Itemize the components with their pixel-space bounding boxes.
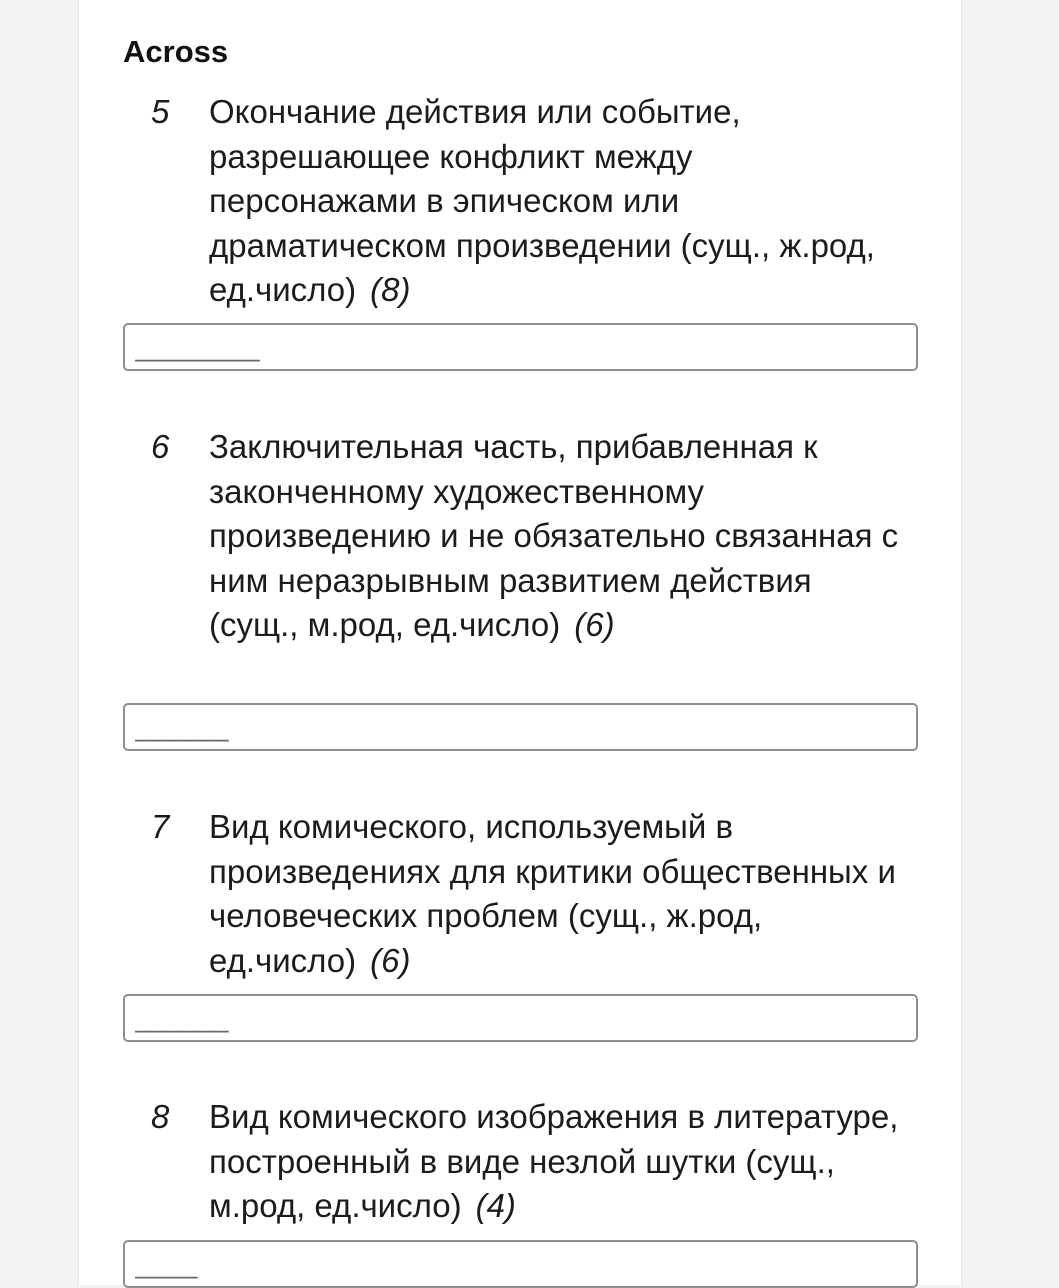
clue-text bbox=[209, 90, 909, 313]
clue-description: Окончание действия или событие, разрешающее конфликт между персонажами в эпическом или драматическом произведении (сущ., ж.род, ед.число) bbox=[209, 93, 875, 308]
clue-number: 6 bbox=[151, 428, 170, 465]
clue-description: Заключительная часть, прибавленная к законченному художественному произведению и не обязательно связанная с ним неразрывным развитием действия (сущ., м.род, ед.число) bbox=[209, 428, 899, 643]
section-heading-across: Across bbox=[123, 34, 229, 69]
clue-number: 8 bbox=[151, 1098, 170, 1135]
clue-text bbox=[209, 425, 909, 648]
answer-input[interactable] bbox=[123, 1240, 918, 1288]
answer-input[interactable] bbox=[123, 323, 918, 371]
clue-number: 7 bbox=[151, 808, 170, 845]
clue-number: 5 bbox=[151, 93, 170, 130]
clue-length: (8) bbox=[370, 271, 411, 308]
clue-length: (6) bbox=[370, 941, 411, 979]
clue-text bbox=[209, 1095, 909, 1229]
clue-length: (4) bbox=[475, 1187, 516, 1224]
clue-description: Вид комического изображения в литературе, построенный в виде незлой шутки (сущ., м.род, ед.число) bbox=[209, 1098, 899, 1224]
clue-panel bbox=[78, 0, 962, 1285]
clue-text bbox=[209, 805, 909, 983]
clue-length: (6) bbox=[574, 606, 615, 643]
answer-input[interactable] bbox=[123, 994, 918, 1042]
answer-input[interactable] bbox=[123, 703, 918, 751]
clue-description: Вид комического, используемый в произведениях для критики общественных и человеческих проблем (сущ., ж.род, ед.число) bbox=[209, 808, 896, 979]
